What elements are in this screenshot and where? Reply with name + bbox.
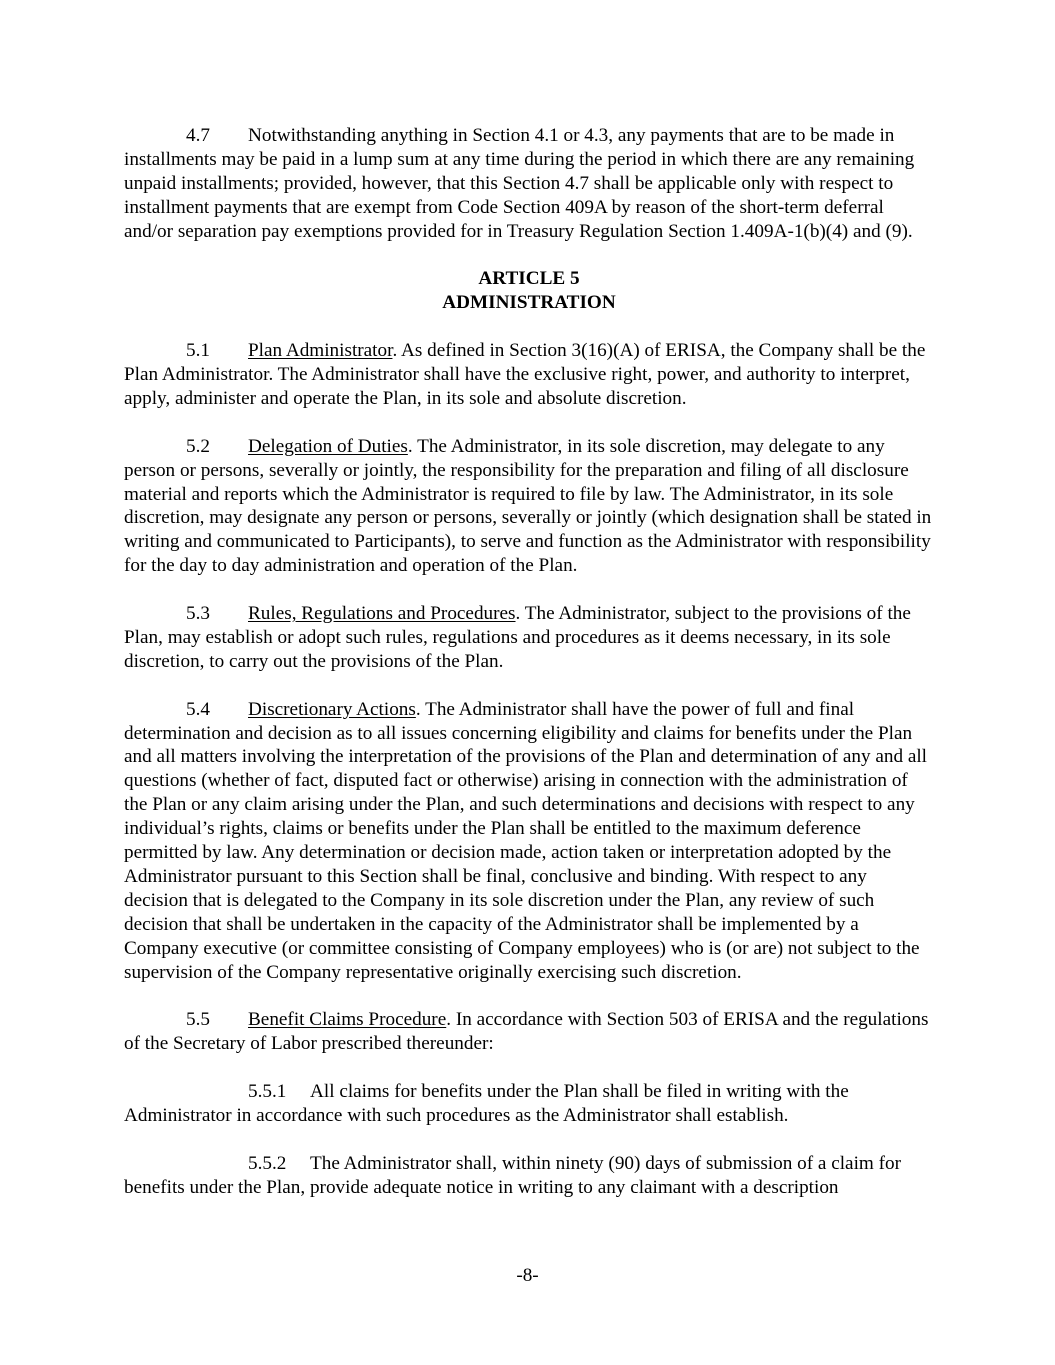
subsection-number: 5.5.1 bbox=[248, 1081, 287, 1103]
subsection-text: All claims for benefits under the Plan shall be filed in writing with the Administrator in accordance with such procedures as the Administrator shall establish. bbox=[124, 1081, 849, 1127]
section-title: Plan Administrator bbox=[248, 340, 393, 362]
article-number: ARTICLE 5 bbox=[478, 268, 580, 290]
section-number: 5.2 bbox=[186, 435, 210, 457]
section-text: Notwithstanding anything in Section 4.1 or 4.3, any payments that are to be made in installments may be paid in a lump sum at any time during the period in which there are any remaining unpaid installments; provided, however, that this Section 4.7 shall be applicable only with respect to installment payments that are exempt from Code Section 409A by reason of the short-term deferral and/or separation pay exemptions provided for in Treasury Regulation Section 1.409A-1(b)(4) and (9). bbox=[124, 125, 915, 242]
article-heading bbox=[124, 267, 934, 315]
section-5-5 bbox=[124, 1008, 934, 1056]
section-text: . The Administrator, subject to the provisions of the Plan, may establish or adopt such rules, regulations and procedures as it deems necessary, in its sole discretion, to carry out the provisions of the Plan. bbox=[124, 603, 911, 672]
section-5-4 bbox=[124, 698, 934, 985]
subsection-text: The Administrator shall, within ninety (90) days of submission of a claim for benefits under the Plan, provide adequate notice in writing to any claimant with a description bbox=[124, 1152, 901, 1198]
section-5-5-2 bbox=[124, 1152, 934, 1200]
section-number: 4.7 bbox=[186, 125, 210, 146]
section-text: . As defined in Section 3(16)(A) of ERISA, the Company shall be the Plan Administrator. The Administrator shall have the exclusive right, power, and authority to interpret, apply, administer and operate the Plan, in its sole and absolute discretion. bbox=[124, 340, 926, 409]
section-5-3 bbox=[124, 602, 934, 674]
section-5-5-1 bbox=[124, 1080, 934, 1128]
section-text: . The Administrator shall have the power of full and final determination and decision as to all issues concerning eligibility and claims for benefits under the Plan and all matters involving the interpretation of the provisions of the Plan and determination of any and all questions (whether of fact, disputed fact or otherwise) arising in connection with the administration of the Plan or any claim arising under the Plan, and such determinations and decisions with respect to any individual’s rights, claims or benefits under the Plan shall be entitled to the maximum deference permitted by law. Any determination or decision made, action taken or interpretation adopted by the Administrator pursuant to this Section shall be final, conclusive and binding. With respect to any decision that is delegated to the Company in its sole discretion under the Plan, any review of such decision that shall be undertaken in the capacity of the Administrator shall be implemented by a Company executive (or committee consisting of Company employees) who is (or are) not subject to the supervision of the Company representative originally exercising such discretion. bbox=[124, 698, 928, 983]
section-text: . In accordance with Section 503 of ERISA and the regulations of the Secretary of Labor prescribed thereunder: bbox=[124, 1009, 929, 1055]
section-number: 5.5 bbox=[186, 1009, 210, 1031]
section-5-2 bbox=[124, 435, 934, 578]
section-text: . The Administrator, in its sole discretion, may delegate to any person or persons, severally or jointly, the responsibility for the preparation and filing of all disclosure material and reports which the Administrator is required to file by law. The Administrator, in its sole discretion, may designate any person or persons, severally or jointly (which designation shall be stated in writing and communicated to Participants), to serve and function as the Administrator with responsibility for the day to day administration and operation of the Plan. bbox=[124, 435, 932, 577]
article-title: ADMINISTRATION bbox=[442, 292, 616, 314]
section-title: Discretionary Actions bbox=[248, 698, 416, 720]
section-title: Delegation of Duties bbox=[248, 435, 408, 457]
section-title: Rules, Regulations and Procedures bbox=[248, 603, 516, 625]
subsection-number: 5.5.2 bbox=[248, 1152, 287, 1174]
section-number: 5.4 bbox=[186, 698, 210, 720]
section-5-1 bbox=[124, 339, 934, 411]
page-number: -8- bbox=[516, 1265, 539, 1286]
section-4-7 bbox=[124, 124, 934, 244]
section-title: Benefit Claims Procedure bbox=[248, 1009, 447, 1031]
section-number: 5.1 bbox=[186, 340, 210, 362]
section-number: 5.3 bbox=[186, 603, 210, 625]
document-page bbox=[124, 124, 934, 1224]
